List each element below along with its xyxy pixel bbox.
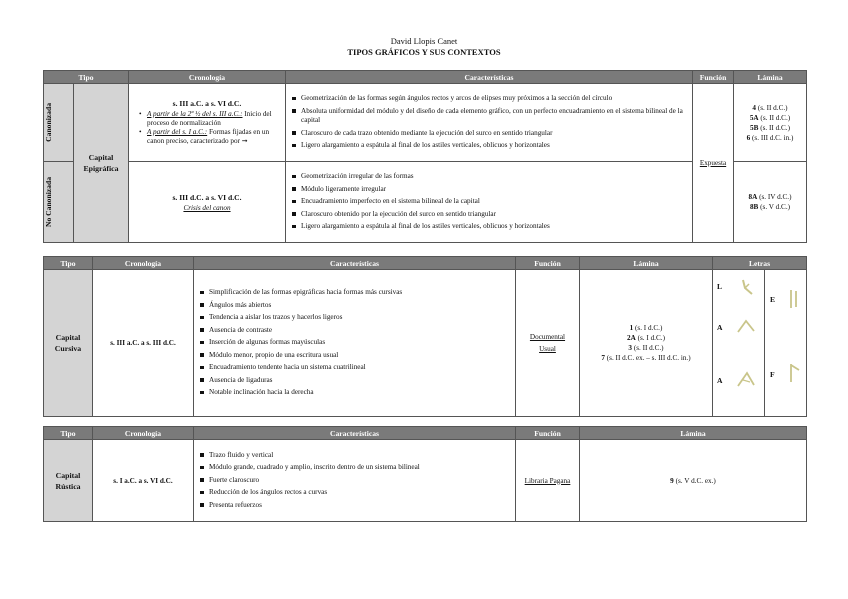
list-item: Claroscuro obtenido por la ejecución del surco en sentido triangular [292, 210, 692, 220]
chronology: s. I a.C. a s. VI d.C. [93, 440, 194, 522]
table-capital-rustica [43, 426, 807, 522]
header-funcion: Función [516, 257, 580, 270]
lamina-item: 6 (s. III d.C. in.) [746, 133, 794, 142]
laminas [580, 270, 713, 417]
no-canonizada-chron-sub: Crisis del canon [183, 203, 231, 212]
list-item: Simplificación de las formas epigráficas hacia formas más cursivas [200, 288, 515, 298]
header-tipo: Tipo [44, 257, 93, 270]
canonizada-chron-item: • A partir de la 2ª ½ del s. III a.C.: Inicio del proceso de normalización [147, 110, 281, 127]
header-tipo: Tipo [44, 71, 129, 84]
list-item: Geometrización de las formas según ángulos rectos y arcos de elipses muy próximos a la sección del círculo [292, 94, 692, 104]
list-item: Reducción de los ángulos rectos a curvas [200, 488, 515, 498]
no-canonizada-cell [44, 162, 74, 243]
list-item: Presenta refuerzos [200, 501, 515, 511]
header-funcion: Función [693, 71, 734, 84]
characteristics [194, 270, 516, 417]
list-item: Ausencia de ligaduras [200, 376, 515, 386]
list-item: Ligero alargamiento a espátula al final de los astiles verticales, oblicuos y horizontales [292, 222, 692, 232]
letter-f-glyph-icon [787, 362, 803, 384]
header-cronologia: Cronología [129, 71, 286, 84]
list-item: Ángulos más abiertos [200, 301, 515, 311]
no-canonizada-chron-main: s. III d.C. a s. VI d.C. [172, 192, 242, 202]
canonizada-chron-main: s. III a.C. a s. VI d.C. [172, 99, 242, 108]
no-canonizada-laminas [734, 162, 807, 243]
letter-label: A [717, 323, 723, 332]
characteristics [194, 440, 516, 522]
canonizada-laminas [734, 84, 807, 162]
letter-label: E [770, 295, 776, 304]
document-title: TIPOS GRÁFICOS Y SUS CONTEXTOS [347, 47, 501, 57]
list-item: Encuadramiento tendente hacia un sistema cuatrilineal [200, 363, 515, 373]
lamina-item: 3 (s. II d.C.) [628, 344, 664, 352]
list-item: Ausencia de contraste [200, 326, 515, 336]
letter-l-glyph-icon [737, 278, 755, 296]
list-item: Fuerte claroscuro [200, 476, 515, 486]
header-cronologia: Cronología [93, 257, 194, 270]
lamina-item: 4 (s. II d.C.) [752, 103, 788, 112]
canonizada-characteristics [286, 84, 693, 162]
letters-left [713, 270, 765, 417]
canonizada-chronology [129, 84, 286, 162]
lamina-item: 5B (s. II d.C.) [750, 123, 790, 132]
list-item: Encuadramiento imperfecto en el sistema bilineal de la capital [292, 197, 692, 207]
type-name: Capital Epigráfica [74, 84, 129, 243]
canonizada-chron-item: • A partir del s. I a.C.: Formas fijadas en un canon preciso, caracterizado por ➞ [147, 128, 281, 145]
list-item: Inserción de algunas formas mayúsculas [200, 338, 515, 348]
table-capital-cursiva [43, 256, 807, 417]
letter-a-glyph-icon [736, 318, 756, 334]
header-caracteristicas: Características [194, 257, 516, 270]
letter-e-glyph-icon [787, 288, 801, 310]
list-item: Absoluta uniformidad del módulo y del diseño de cada elemento gráfico, con un perfecto encuadramiento en el sistema bilineal de la capital [292, 107, 692, 126]
list-item: Módulo ligeramente irregular [292, 185, 692, 195]
list-item: Trazo fluido y vertical [200, 451, 515, 461]
header-lamina: Lámina [580, 257, 713, 270]
type-name: Capital Rústica [44, 440, 93, 522]
no-canonizada-label: No Canonizada [44, 176, 53, 227]
list-item: Claroscuro de cada trazo obtenido mediante la ejecución del surco en sentido triangular [292, 129, 692, 139]
no-canonizada-chronology [129, 162, 286, 243]
list-item: Geometrización irregular de las formas [292, 172, 692, 182]
letter-label: A [717, 376, 723, 385]
header-tipo: Tipo [44, 427, 93, 440]
lamina-item: 1 (s. I d.C.) [629, 324, 663, 332]
list-item: Módulo grande, cuadrado y amplio, inscrito dentro de un sistema bilineal [200, 463, 515, 473]
lamina-item: 7 (s. II d.C. ex. – s. III d.C. in.) [601, 354, 691, 362]
funcion-expuesta: Expuesta [693, 84, 734, 243]
header-lamina: Lámina [580, 427, 807, 440]
header-letras: Letras [713, 257, 807, 270]
header-lamina: Lámina [734, 71, 807, 84]
list-item: Módulo menor, propio de una escritura usual [200, 351, 515, 361]
list-item: Tendencia a aislar los trazos y hacerlos ligeros [200, 313, 515, 323]
header-funcion: Función [516, 427, 580, 440]
header-caracteristicas: Características [194, 427, 516, 440]
lamina-item: 9 (s. V d.C. ex.) [580, 440, 807, 522]
lamina-item: 5A (s. II d.C.) [749, 113, 791, 122]
document-author: David Llopis Canet [390, 36, 458, 46]
canonizada-label: Canonizada [44, 103, 53, 142]
funcion-libraria: Libraria Pagana [516, 440, 580, 522]
letters-right [765, 270, 807, 417]
letter-label: L [717, 282, 723, 291]
lamina-item: 8B (s. V d.C.) [749, 203, 791, 211]
lamina-item: 2A (s. I d.C.) [627, 334, 665, 342]
chronology: s. III a.C. a s. III d.C. [93, 270, 194, 417]
letter-a-glyph-icon [736, 370, 756, 388]
list-item: Ligero alargamiento a espátula al final de los astiles verticales, oblicuos y horizontales [292, 141, 692, 151]
funcion-documental: Documental Usual [516, 270, 580, 417]
no-canonizada-characteristics [286, 162, 693, 243]
letter-label: F [770, 370, 775, 379]
table-capital-epigrafica [43, 70, 807, 243]
type-name: Capital Cursiva [44, 270, 93, 417]
header-cronologia: Cronología [93, 427, 194, 440]
lamina-item: 8A (s. IV d.C.) [748, 193, 792, 201]
canonizada-cell [44, 84, 74, 162]
list-item: Notable inclinación hacia la derecha [200, 388, 515, 398]
header-caracteristicas: Características [286, 71, 693, 84]
